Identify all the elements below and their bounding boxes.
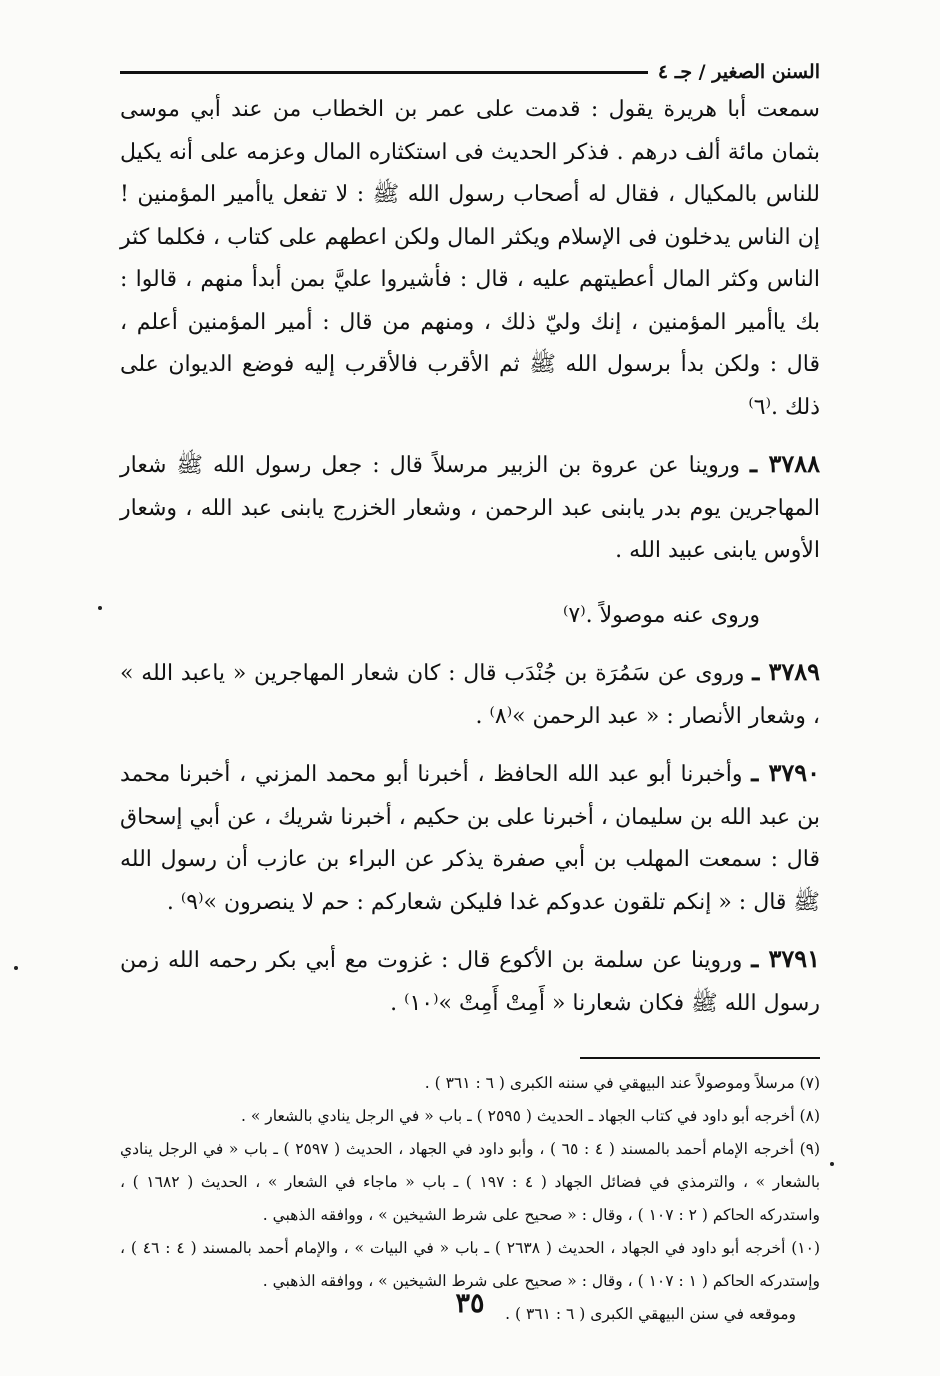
footnote-9: (٩) أخرجه الإمام أحمد بالمسند ( ٤ : ٦٥ ) ، وأبو داود في الجهاد ، الحديث ( ٢٥٩٧ ) ـ باب « في الرجل ينادي بالشعار » ، والترمذي في فضائل الجهاد ( ٤ : ١٩٧ ) ـ باب « ماجاء في الشعار » ، الحديث ( ١٦٨٢ ) ، واستدركه الحاكم ( ٢ : ١٠٧ ) ، وقال : « صحيح على شرط الشيخين » ، ووافقه الذهبي . [120, 1140, 821, 1224]
hadith-text: وروينا عن عروة بن الزبير مرسلاً قال : جعل رسول الله ﷺ شعار المهاجرين يوم بدر يابنى عبد الرحمن ، وشعار الخزرج يابنى عبد الله ، وشعار الأوس يابنى عبيد الله . [120, 453, 820, 563]
hadith-number: ٣٧٩١ ـ [751, 944, 820, 973]
footnote-divider [580, 1057, 820, 1059]
scan-speck [98, 606, 102, 610]
hadith-3788 [120, 443, 820, 573]
header-title: السنن الصغير / جـ ٤ [657, 61, 820, 83]
hadith-text: وروى عن سَمُرَة بن جُنْدَب قال : كان شعار المهاجرين « ياعبد الله » ، وشعار الأنصار : « عبد الرحمن »⁽٨⁾ . [120, 661, 820, 729]
footnote-7: (٧) مرسلاً وموصولاً عند البيهقي في سننه الكبرى ( ٦ : ٣٦١ ) . [424, 1074, 820, 1092]
hadith-number: ٣٧٨٨ ـ [750, 449, 821, 478]
footnote-8: (٨) أخرجه أبو داود في كتاب الجهاد ـ الحديث ( ٢٥٩٥ ) ـ باب « في الرجل ينادي بالشعار » . [240, 1107, 820, 1125]
hadith-number: ٣٧٩٠ ـ [751, 758, 820, 787]
page-number: ٣٥ [455, 1288, 485, 1319]
paragraph-continued [120, 89, 820, 429]
paragraph-note [120, 595, 820, 638]
scan-speck [14, 966, 18, 970]
running-header [120, 55, 820, 89]
hadith-3790 [120, 752, 820, 924]
footnote-10-continued: وموقعه في سنن البيهقي الكبرى ( ٦ : ٣٦١ ) . [505, 1305, 796, 1323]
hadith-3791 [120, 938, 820, 1025]
hadith-text: وأخبرنا أبو عبد الله الحافظ ، أخبرنا أبو محمد المزني ، أخبرنا محمد بن عبد الله بن سليمان ، أخبرنا على بن حكيم ، أخبرنا شريك ، عن أبي إسحاق قال : سمعت المهلب بن أبي صفرة يذكر عن البراء بن عازب أن رسول الله ﷺ قال : « إنكم تلقون عدوكم غدا فليكن شعاركم : حم لا ينصرون »⁽٩⁾ . [120, 762, 820, 915]
paragraph-text: وروى عنه موصولاً .⁽٧⁾ [562, 602, 760, 628]
footnote-10: (١٠) أخرجه أبو داود في الجهاد ، الحديث ( ٢٦٣٨ ) ـ باب « في البيات » ، والإمام أحمد بالمسند ( ٤ : ٤٦ ) ، وإستدركه الحاكم ( ١ : ١٠٧ ) ، وقال : « صحيح على شرط الشيخين » ، ووافقه الذهبي . [120, 1239, 821, 1290]
paragraph-text: سمعت أبا هريرة يقول : قدمت على عمر بن الخطاب من عند أبي موسى بثمان مائة ألف درهم . فذكر الحديث فى استكثاره المال وعزمه على أنه يكيل للناس بالمكيال ، فقال له أصحاب رسول الله ﷺ : لا تفعل ياأمير المؤمنين ! إن الناس يدخلون فى الإسلام ويكثر المال ولكن اعطهم على كتاب ، فكلما كثر الناس وكثر المال أعطيتهم عليه ، قال : فأشيروا عليَّ بمن أبدأ منهم ، قالوا : بك ياأمير المؤمنين ، إنك وليّ ذلك ، ومنهم من قال : أمير المؤمنين أعلم ، قال : ولكن بدأ برسول الله ﷺ ثم الأقرب فالأقرب إليه فوضع الديوان على ذلك .⁽٦⁾ [120, 97, 821, 420]
hadith-text: وروينا عن سلمة بن الأكوع قال : غزوت مع أبي بكر رحمه الله زمن رسول الله ﷺ فكان شعارنا « أَمِتْ أَمِتْ »⁽١٠⁾ . [120, 948, 820, 1016]
scan-speck [830, 1162, 834, 1166]
header-rule [120, 71, 648, 74]
hadith-number: ٣٧٨٩ ـ [752, 657, 820, 686]
page-content [120, 55, 820, 1331]
hadith-3789 [120, 651, 820, 738]
